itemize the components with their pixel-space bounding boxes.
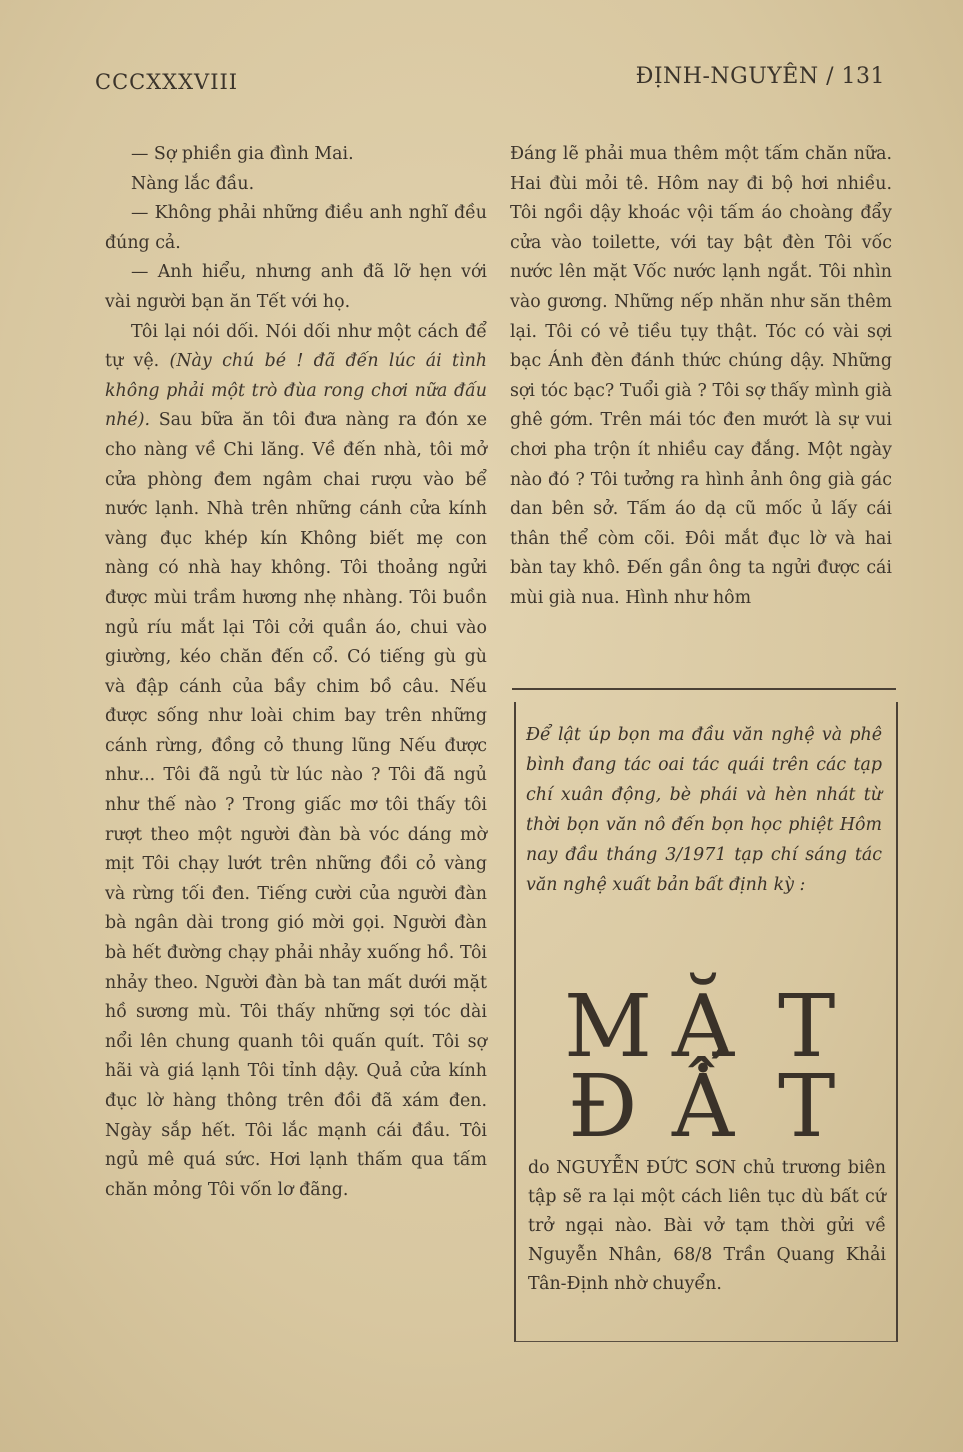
title-letter: T [778, 1057, 836, 1157]
title-letter: Đ [568, 1057, 638, 1157]
running-head-left: CCCXXXVIII [95, 70, 239, 94]
paragraph: Đáng lẽ phải mua thêm một tấm chăn nữa. Hai đùi mỏi tê. Hôm nay đi bộ hơi nhiều. Tôi ngồi dậy khoác vội tấm áo choàng đẩy cửa vào toilette, với tay bật đèn Tôi vốc nước lên mặt Vốc nước lạnh ngắt. Tôi nhìn vào gương. Những nếp nhăn như săn thêm lại. Tôi có vẻ tiều tụy thật. Tóc có vài sợi bạc Ánh đèn đánh thức chúng dậy. Những sợi tóc bạc? Tuổi già ? Tôi sợ thấy mình già ghê gớm. Trên mái tóc đen mướt là sự vui chơi pha trộn ít nhiều cay đắng. Một ngày nào đó ? Tôi tưởng ra hình ảnh ông già gác dan bên sở. Tấm áo dạ cũ mốc ủ lấy cái thân thể còm cõi. Đôi mắt đục lờ và hai bàn tay khô. Đến gần ông ta ngửi được cái mùi già nua. Hình như hôm [510, 144, 892, 608]
left-column [105, 140, 487, 1205]
right-column [510, 140, 892, 614]
announcement-footer: do NGUYỄN ĐỨC SƠN chủ trương biên tập sẽ ra lại một cách liên tục dù bất cứ trở ngại nào. Bài vở tạm thời gửi về Nguyễn Nhân, 68/8 Trần Quang Khải Tân-Định nhờ chuyển. [528, 1158, 886, 1294]
announcement-box [514, 702, 898, 1342]
paragraph: — Sợ phiền gia đình Mai. [131, 144, 354, 164]
title-letter: T [778, 977, 836, 1077]
column-rule [512, 688, 896, 690]
title-letter: M [564, 977, 653, 1077]
announcement-intro: Để lật úp bọn ma đầu văn nghệ và phê bình đang tác oai tác quái trên các tạp chí xuân động, bè phái và hèn nhát từ thời bọn văn nô đến bọn học phiệt Hôm nay đầu tháng 3/1971 tạp chí sáng tác văn nghệ xuất bản bất định kỳ : [526, 725, 882, 895]
paragraph [105, 318, 487, 1206]
running-head-right: ĐỊNH-NGUYÊN / 131 [635, 64, 885, 89]
paragraph: Nàng lắc đầu. [131, 173, 255, 194]
title-letter: Ấ [672, 1057, 735, 1157]
paragraph: — Anh hiểu, nhưng anh đã lỡ hẹn với vài người bạn ăn Tết với họ. [105, 262, 487, 312]
paragraph: — Không phải những điều anh nghĩ đều đúng cả. [105, 203, 487, 253]
italic-aside: (Này chú bé ! đã đến lúc ái tình không phải một trò đùa rong chơi nữa đấu nhé). [105, 351, 487, 431]
text-span: Sau bữa ăn tôi đưa nàng ra đón xe cho nàng về Chi lăng. Về đến nhà, tôi mở cửa phòng đem ngâm chai rượu vào bể nước lạnh. Nhà trên những cánh cửa kính vàng đục khép kín Không biết mẹ con nàng có nhà hay không. Tôi thoảng ngửi được mùi trầm hương nhẹ nhàng. Tôi buồn ngủ ríu mắt lại Tôi cởi quần áo, chui vào giường, kéo chăn đến cổ. Có tiếng gù gù và đập cánh của bầy chim bồ câu. Nếu được sống như loài chim bay trên những cánh rừng, đồng cỏ thung lũng Nếu được như... Tôi đã ngủ từ lúc nào ? Tôi đã ngủ như thế nào ? Trong giấc mơ tôi thấy tôi rượt theo một người đàn bà vóc dáng mờ mịt Tôi chạy lướt trên những đồi cỏ vàng và rừng tối đen. Tiếng cười của người đàn bà ngân dài trong gió mời gọi. Người đàn bà hết đường chạy phải nhảy xuống hồ. Tôi nhảy theo. Người đàn bà tan mất dưới mặt hồ sương mù. Tôi thấy những sợi tóc dài nổi lên chung quanh tôi quấn quít. Tôi sợ hãi và giá lạnh Tôi tỉnh dậy. Quả cửa kính đục lờ hàng thông trên đồi đã xám đen. Ngày sắp hết. Tôi lắc mạnh cái đầu. Tôi ngủ mê quá sức. Hơi lạnh thấm qua tấm chăn mỏng Tôi vốn lơ đãng. [105, 410, 487, 1200]
title-letter: Ặ [672, 977, 735, 1077]
text-span: Tôi lại nói dối. Nói dối như một cách để tự vệ. [105, 321, 487, 372]
